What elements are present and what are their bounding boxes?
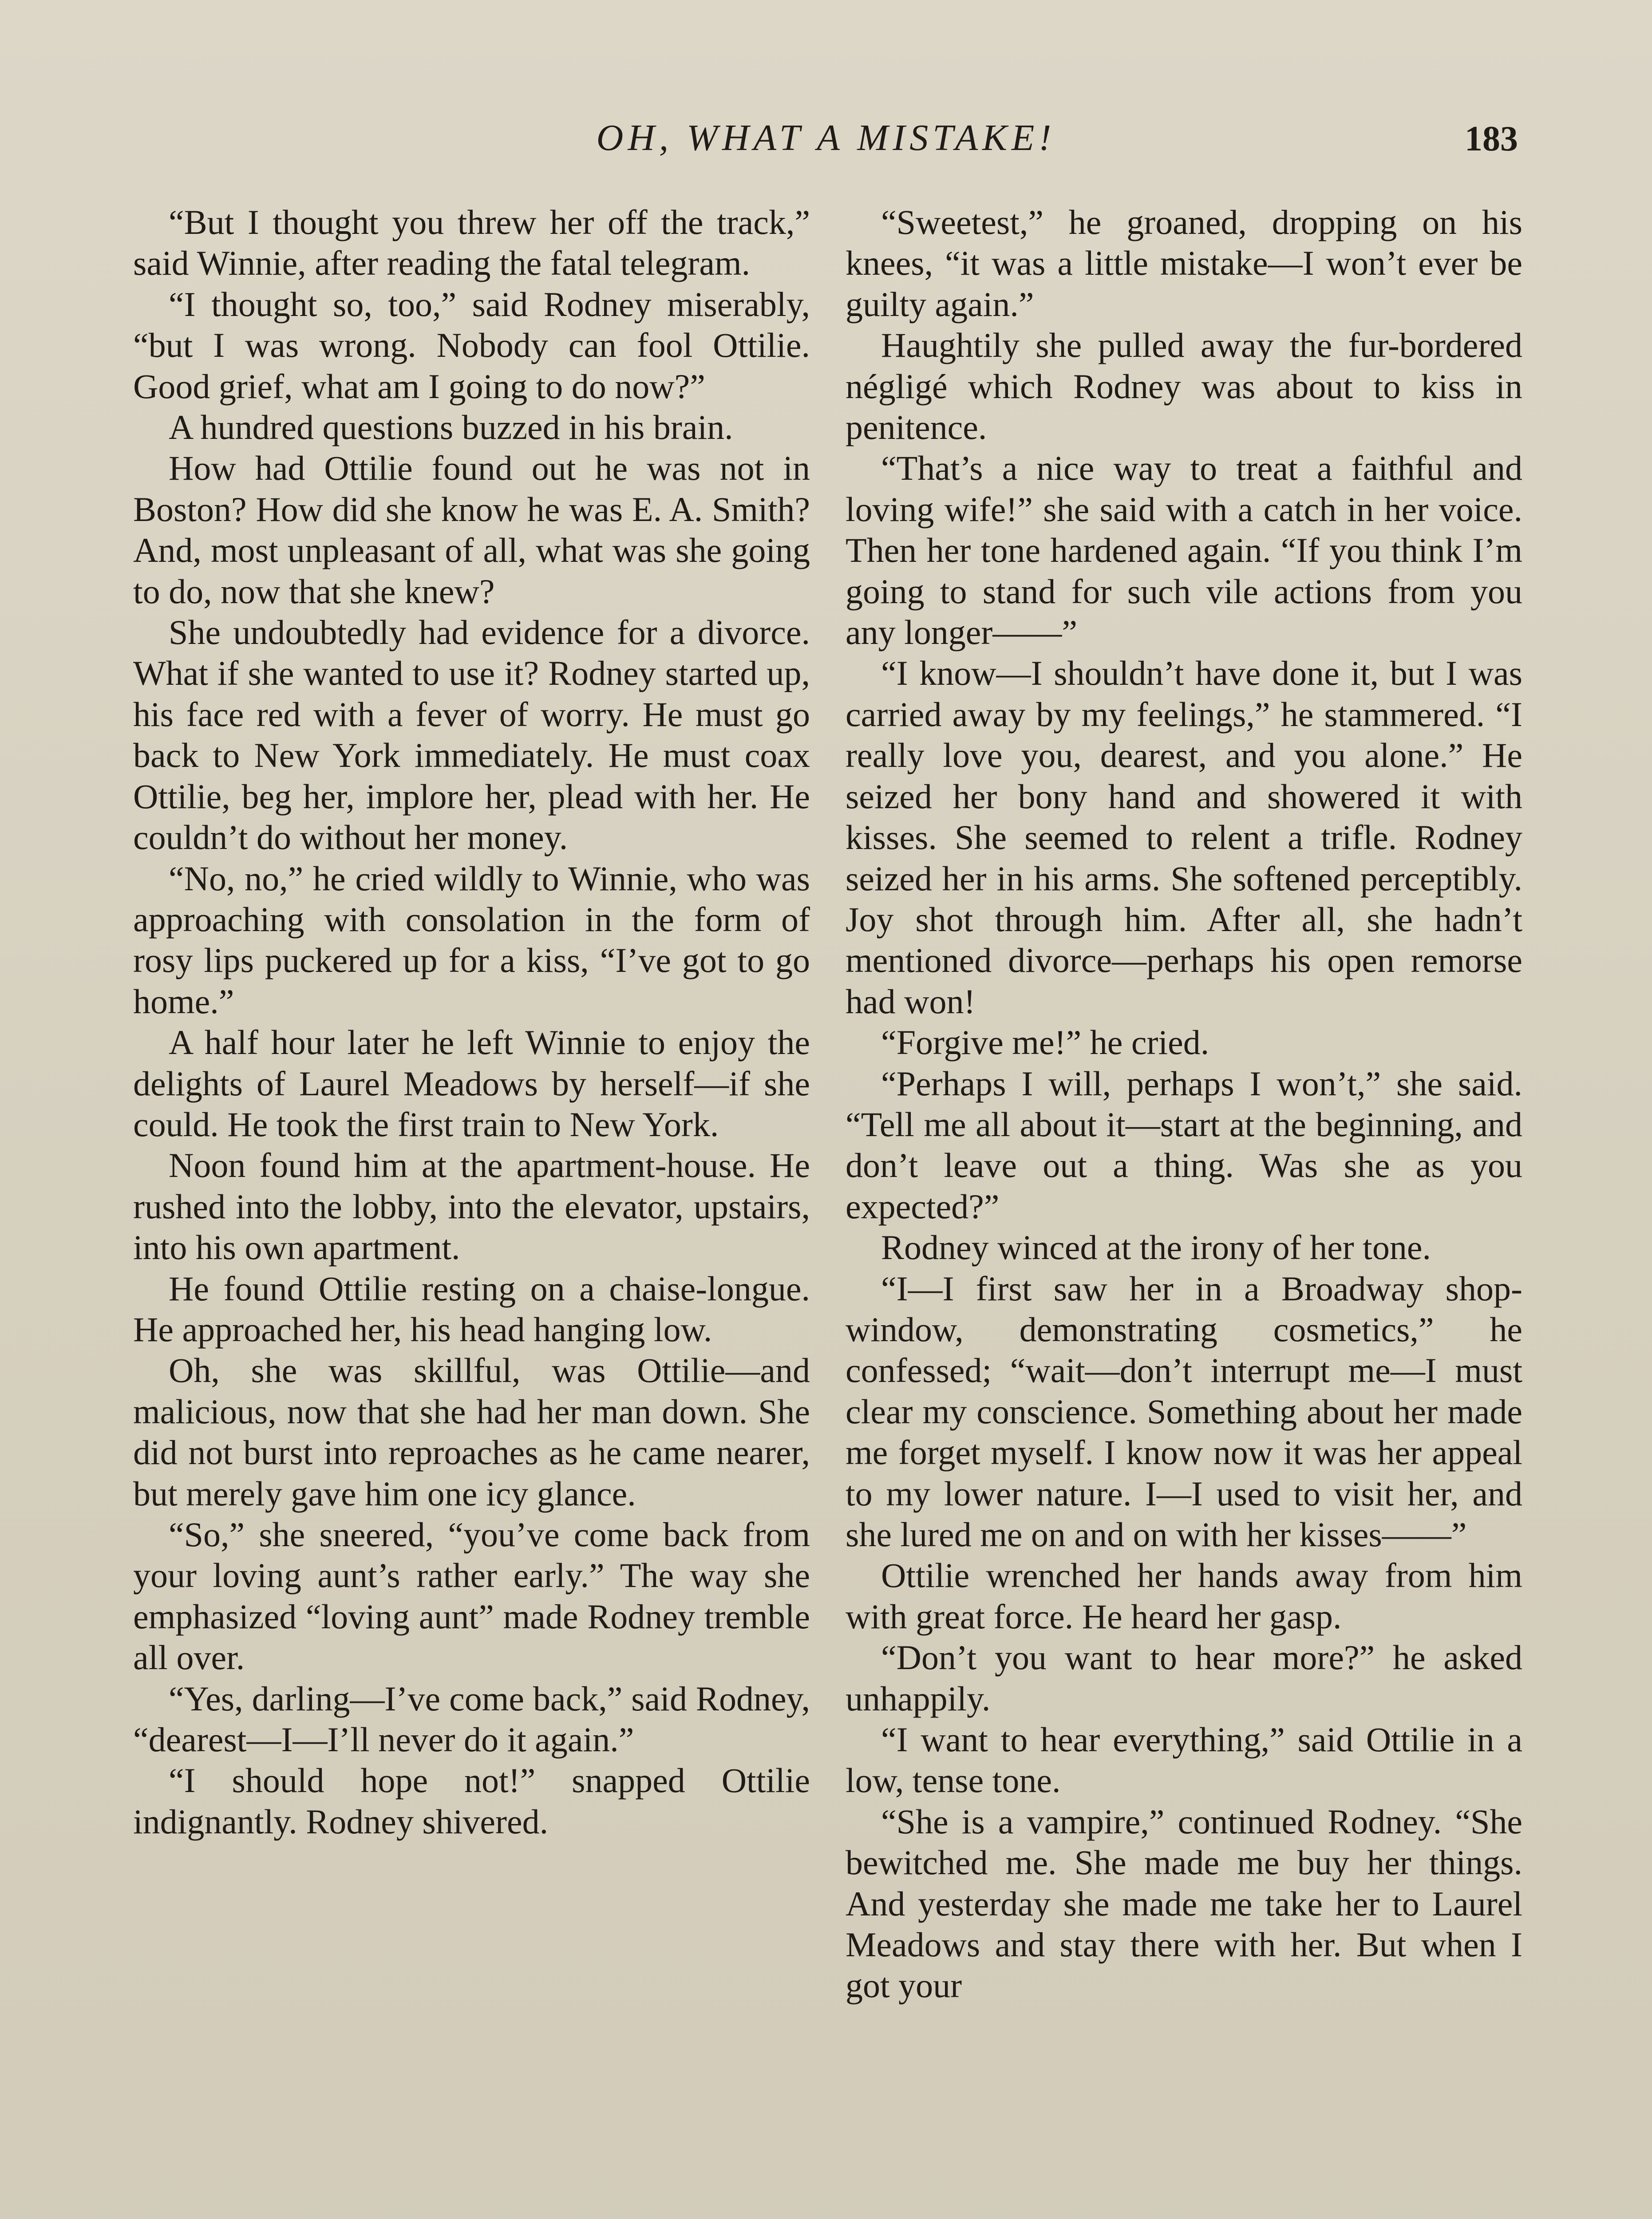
paragraph: She undoubtedly had evidence for a divorce. What if she wanted to use it? Rodney started up, his face red with a fever of worry. He must go back to New York immediately. He must coax Ottilie, beg her, implore her, plead with her. He couldn’t do without her money. [133, 613, 810, 857]
paragraph: “Yes, darling—I’ve come back,” said Rodney, “dearest—I—I’ll never do it again.” [133, 1679, 810, 1759]
paragraph: “No, no,” he cried wildly to Winnie, who was approaching with consolation in the form of rosy lips puckered up for a kiss, “I’ve got to go home.” [133, 859, 810, 1021]
paragraph: “She is a vampire,” continued Rodney. “She bewitched me. She made me buy her things. And yesterday she made me take her to Laurel Meadows and stay there with her. But when I got your [846, 1802, 1522, 2005]
paragraph: “Perhaps I will, perhaps I won’t,” she said. “Tell me all about it—start at the beginning, and don’t leave out a thing. Was she as you expected?” [846, 1064, 1522, 1226]
paragraph: “Don’t you want to hear more?” he asked unhappily. [846, 1638, 1522, 1718]
paragraph: Ottilie wrenched her hands away from him with great force. He heard her gasp. [846, 1556, 1522, 1636]
paragraph: “That’s a nice way to treat a faithful and loving wife!” she said with a catch in her voice. Then her tone hardened again. “If you think I’m going to stand for such vile actions from you any longer——” [846, 449, 1522, 652]
paragraph: “Sweetest,” he groaned, dropping on his knees, “it was a little mistake—I won’t ever be guilty again.” [846, 203, 1522, 324]
paragraph: “I should hope not!” snapped Ottilie indignantly. Rodney shivered. [133, 1761, 810, 1841]
paragraph: “I—I first saw her in a Broadway shop-window, demonstrating cosmetics,” he confessed; “wait—don’t interrupt me—I must clear my conscience. Something about her made me forget myself. I know now it was her appeal to my lower nature. I—I used to visit her, and she lured me on and on with her kisses——” [846, 1269, 1522, 1554]
paragraph: “I want to hear everything,” said Ottilie in a low, tense tone. [846, 1720, 1522, 1800]
paragraph: “But I thought you threw her off the track,” said Winnie, after reading the fatal telegram. [133, 203, 810, 283]
paragraph: Oh, she was skillful, was Ottilie—and malicious, now that she had her man down. She did not burst into reproaches as he came nearer, but merely gave him one icy glance. [133, 1351, 810, 1513]
paragraph: “Forgive me!” he cried. [881, 1023, 1209, 1062]
paragraph: Rodney winced at the irony of her tone. [881, 1228, 1431, 1267]
paragraph: A half hour later he left Winnie to enjoy the delights of Laurel Meadows by herself—if she could. He took the first train to New York. [133, 1023, 810, 1144]
left-column [133, 202, 810, 1842]
paragraph: A hundred questions buzzed in his brain. [169, 408, 733, 447]
running-head-title: OH, WHAT A MISTAKE! [596, 117, 1056, 158]
paragraph: “So,” she sneered, “you’ve come back from your loving aunt’s rather early.” The way she emphasized “loving aunt” made Rodney tremble all over. [133, 1515, 810, 1677]
paragraph: How had Ottilie found out he was not in Boston? How did she know he was E. A. Smith? And, most unpleasant of all, what was she going to do, now that she knew? [133, 449, 810, 611]
paragraph: Noon found him at the apartment-house. He rushed into the lobby, into the elevator, upstairs, into his own apartment. [133, 1146, 810, 1267]
right-column [846, 202, 1522, 2006]
page-number: 183 [1465, 119, 1518, 158]
paragraph: “I know—I shouldn’t have done it, but I was carried away by my feelings,” he stammered. “I really love you, dearest, and you alone.” He seized her bony hand and showered it with kisses. She seemed to relent a trifle. Rodney seized her in his arms. She softened perceptibly. Joy shot through him. After all, she hadn’t mentioned divorce—perhaps his open remorse had won! [846, 654, 1522, 1021]
paragraph: Haughtily she pulled away the fur-bordered négligé which Rodney was about to kiss in penitence. [846, 326, 1522, 447]
paragraph: He found Ottilie resting on a chaise-longue. He approached her, his head hanging low. [133, 1269, 810, 1349]
paragraph: “I thought so, too,” said Rodney miserably, “but I was wrong. Nobody can fool Ottilie. Good grief, what am I going to do now?” [133, 284, 810, 406]
